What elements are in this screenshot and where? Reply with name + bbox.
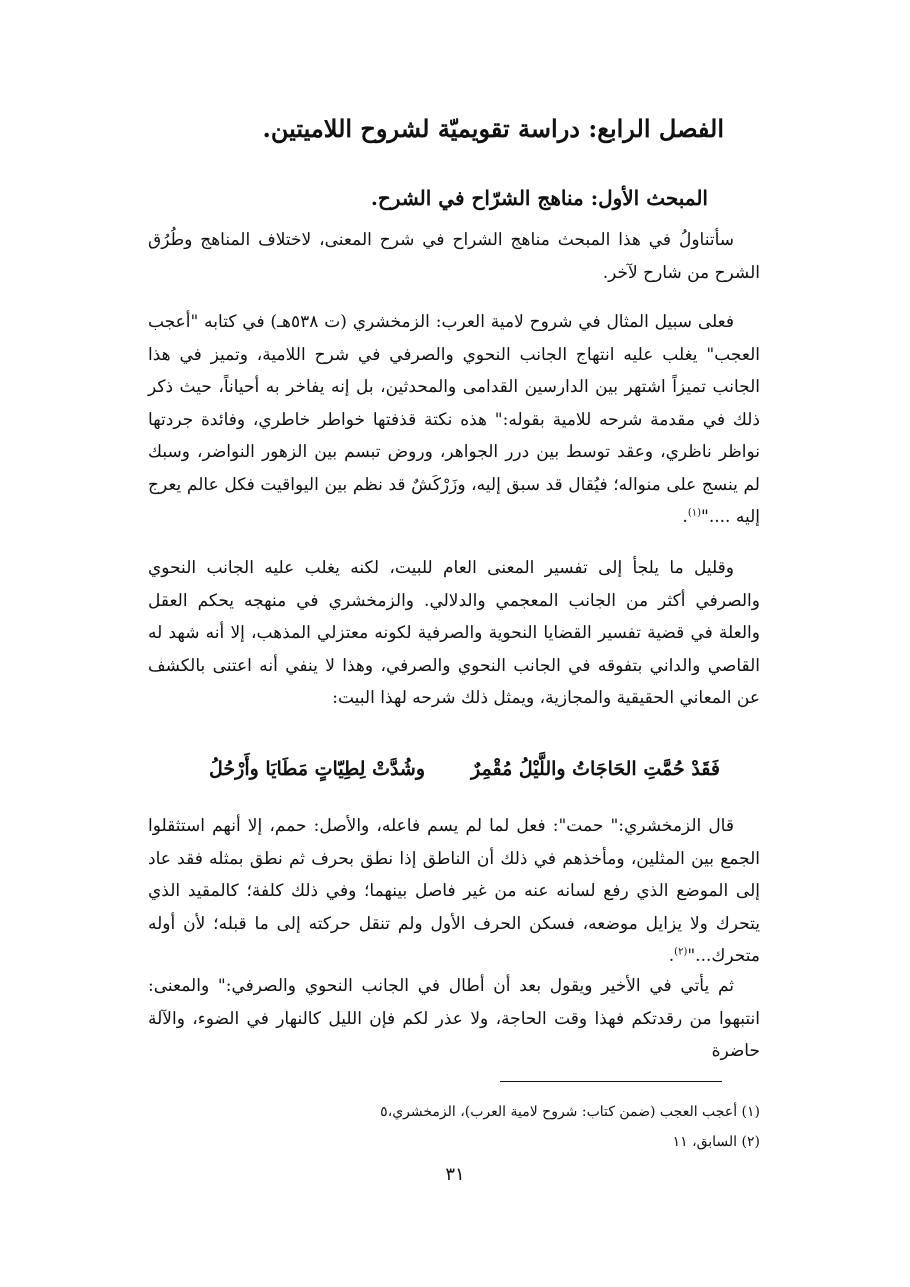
paragraph-text: وقليل ما يلجأ إلى تفسير المعنى العام للبيت، لكنه يغلب عليه الجانب النحوي والصرفي أكثر من الجانب المعجمي والدلالي. والزمخشري في منهجه يحكم العقل والعلة في قضية تفسير القضايا النحوية والصرفية لكونه معتزلي المذهب، إلا أنه شهد له القاصي والداني بتفوقه في الجانب النحوي والصرفي، وهذا لا ينفي أنه اعتنى بالكشف عن المعاني الحقيقية والمجازية، ويمثل ذلك شرحه لهذا البيت: — [148, 558, 760, 708]
paragraph-text: سأتناولُ في هذا المبحث مناهج الشراح في شرح المعنى، لاختلاف المناهج وطُرُق الشرح من شارح لآخر. — [148, 230, 760, 283]
paragraph-text: فعلى سبيل المثال في شروح لامية العرب: الزمخشري (ت ٥٣٨هـ) في كتابه "أعجب العجب" يغلب عليه انتهاج الجانب النحوي والصرفي في شرح اللامية، وتميز في هذا الجانب تميزاً اشتهر بين الدارسين القدامى والمحدثين، بل إنه يفاخر به أحياناً، حيث ذكر ذلك في مقدمة شرحه للامية بقوله:" هذه نكتة قذفتها خواطر خاطري، وفائدة جردتها نواظر ناظري، وعقد توسط بين درر الجواهر، وروض تبسم بين الزهور النواضر، وسبك لم ينسج على منواله؛ فيُقال قد سبق إليه، وزَرْكَشٌ قد نظم بين اليواقيت فكل عالم يعرج إليه ...." — [148, 312, 760, 527]
footnotes — [148, 1097, 760, 1157]
paragraph-text: قال الزمخشري:" حمت": فعل لما لم يسم فاعله، والأصل: حمم، إلا أنهم استثقلوا الجمع بين المثلين، ومأخذهم في ذلك أن الناطق إذا نطق بحرف ثم نطق بمثله فقد عاد إلى الموضع الذي رفع لسانه عنه من غير فاصل بينهما؛ وفي ذلك كلفة؛ كالمقيد الذي يتحرك ولا يزايل موضعه، فسكن الحرف الأول ولم تنقل حركته إلى ما قبله؛ لأن أوله متحرك..." — [148, 816, 760, 966]
paragraph-grammar-focus — [148, 552, 760, 715]
footnote-separator — [500, 1081, 722, 1082]
verse-second-hemistich: وشُدَّتْ لِطِيّاتٍ مَطَايَا وأَرْحُلُ — [209, 758, 426, 780]
page-number: ٣١ — [445, 1164, 465, 1185]
paragraph-meaning — [148, 970, 760, 1068]
paragraph-zamakhshari-method: فعلى سبيل المثال في شروح لامية العرب: الزمخشري (ت ٥٣٨هـ) في كتابه "أعجب العجب" يغلب عليه انتهاج الجانب النحوي والصرفي في شرح اللامية، وتميز في هذا الجانب تميزاً اشتهر بين الدارسين القدامى والمحدثين، بل إنه يفاخر به أحياناً، حيث ذكر ذلك في مقدمة شرحه للامية بقوله:" هذه نكتة قذفتها خواطر خاطري، وفائدة جردتها نواظر ناظري، وعقد توسط بين درر الجواهر، وروض تبسم بين الزهور النواضر، وسبك لم ينسج على منواله؛ فيُقال قد سبق إليه، وزَرْكَشٌ قد نظم بين اليواقيت فكل عالم يعرج إليه ...."$^{(١)}$. — [148, 312, 760, 527]
poetry-verse — [160, 758, 720, 780]
footnote-ref-1: (١) — [687, 507, 701, 519]
footnote-2: (٢) السابق، ١١ — [672, 1134, 760, 1150]
paragraph-intro — [148, 224, 760, 289]
section-title: المبحث الأول: مناهج الشرّاح في الشرح. — [370, 186, 708, 210]
footnote-ref-2: (٢) — [674, 946, 688, 958]
footnote-1: (١) أعجب العجب (ضمن كتاب: شروح لامية العرب)، الزمخشري،٥ — [380, 1104, 760, 1120]
verse-first-hemistich: فَقَدْ حُمَّتِ الحَاجَاتُ واللَّيْلُ مُقْمِرٌ — [471, 758, 720, 780]
paragraph-zamakhshari-quote: قال الزمخشري:" حمت": فعل لما لم يسم فاعله، والأصل: حمم، إلا أنهم استثقلوا الجمع بين المثلين، ومأخذهم في ذلك أن الناطق إذا نطق بحرف ثم نطق بمثله فقد عاد إلى الموضع الذي رفع لسانه عنه من غير فاصل بينهما؛ وفي ذلك كلفة؛ كالمقيد الذي يتحرك ولا يزايل موضعه، فسكن الحرف الأول ولم تنقل حركته إلى ما قبله؛ لأن أوله متحرك..."$^{(٢)}$. — [148, 816, 760, 966]
paragraph-text: ثم يأتي في الأخير ويقول بعد أن أطال في الجانب النحوي والصرفي:" والمعنى: انتبهوا من رقدتكم فهذا وقت الحاجة، ولا عذر لكم فإن الليل كالنهار في الضوء، والآلة حاضرة — [148, 976, 760, 1061]
chapter-title: الفصل الرابع: دراسة تقويميّة لشروح اللاميتين. — [262, 114, 724, 143]
